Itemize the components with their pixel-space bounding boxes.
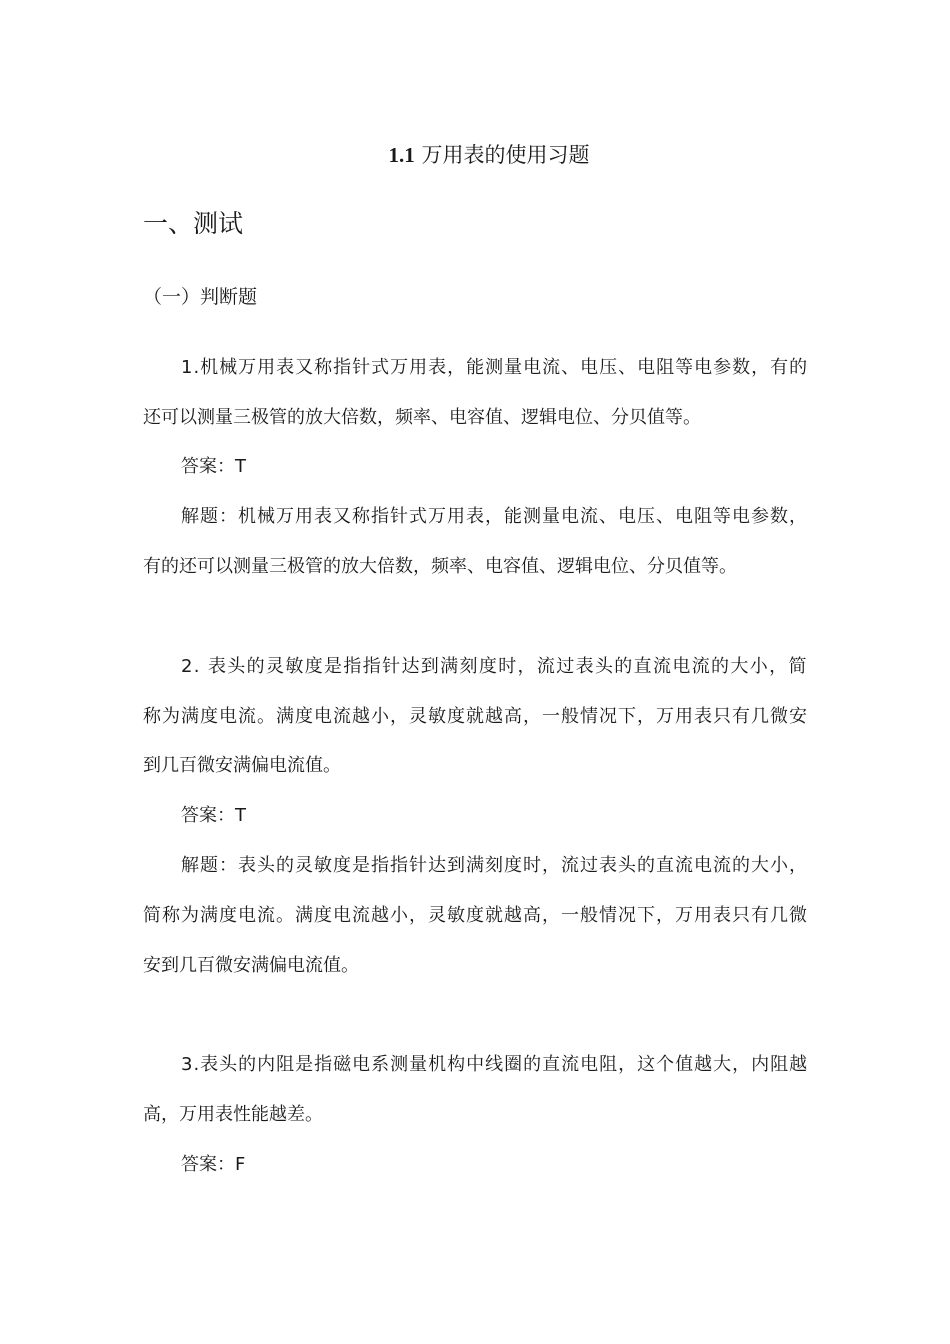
q3-text-line-1: 3.表头的内阻是指磁电系测量机构中线圈的直流电阻，这个值越大，内阻越 bbox=[181, 1054, 809, 1075]
q2-text-line-2: 称为满度电流。满度电流越小，灵敏度就越高，一般情况下，万用表只有几微安 bbox=[143, 706, 808, 727]
title-number: 1.1 bbox=[388, 143, 415, 167]
q1-explanation-line-2: 有的还可以测量三极管的放大倍数，频率、电容值、逻辑电位、分贝值等。 bbox=[143, 556, 737, 577]
q1-text-line-1: 1.机械万用表又称指针式万用表，能测量电流、电压、电阻等电参数，有的 bbox=[181, 357, 809, 378]
q1-text-line-2: 还可以测量三极管的放大倍数，频率、电容值、逻辑电位、分贝值等。 bbox=[143, 407, 701, 428]
q2-answer: 答案：T bbox=[181, 805, 246, 826]
section-heading: 一、测试 bbox=[143, 209, 244, 238]
q3-text-line-2: 高，万用表性能越差。 bbox=[143, 1104, 323, 1125]
q2-explanation-line-3: 安到几百微安满偏电流值。 bbox=[143, 955, 359, 976]
q2-explanation-line-1: 解题：表头的灵敏度是指指针达到满刻度时，流过表头的直流电流的大小， bbox=[181, 855, 808, 876]
document-title bbox=[14, 140, 950, 170]
title-text: 万用表的使用习题 bbox=[414, 143, 590, 167]
q2-text-line-1: 2. 表头的灵敏度是指指针达到满刻度时，流过表头的直流电流的大小，简 bbox=[181, 656, 808, 677]
q2-text-line-3: 到几百微安满偏电流值。 bbox=[143, 755, 341, 776]
q3-answer: 答案：F bbox=[181, 1154, 246, 1175]
q1-answer: 答案：T bbox=[181, 456, 246, 477]
subsection-heading: （一）判断题 bbox=[143, 286, 258, 308]
q1-explanation-line-1: 解题：机械万用表又称指针式万用表，能测量电流、电压、电阻等电参数， bbox=[181, 506, 808, 527]
q2-explanation-line-2: 简称为满度电流。满度电流越小，灵敏度就越高，一般情况下，万用表只有几微 bbox=[143, 905, 808, 926]
